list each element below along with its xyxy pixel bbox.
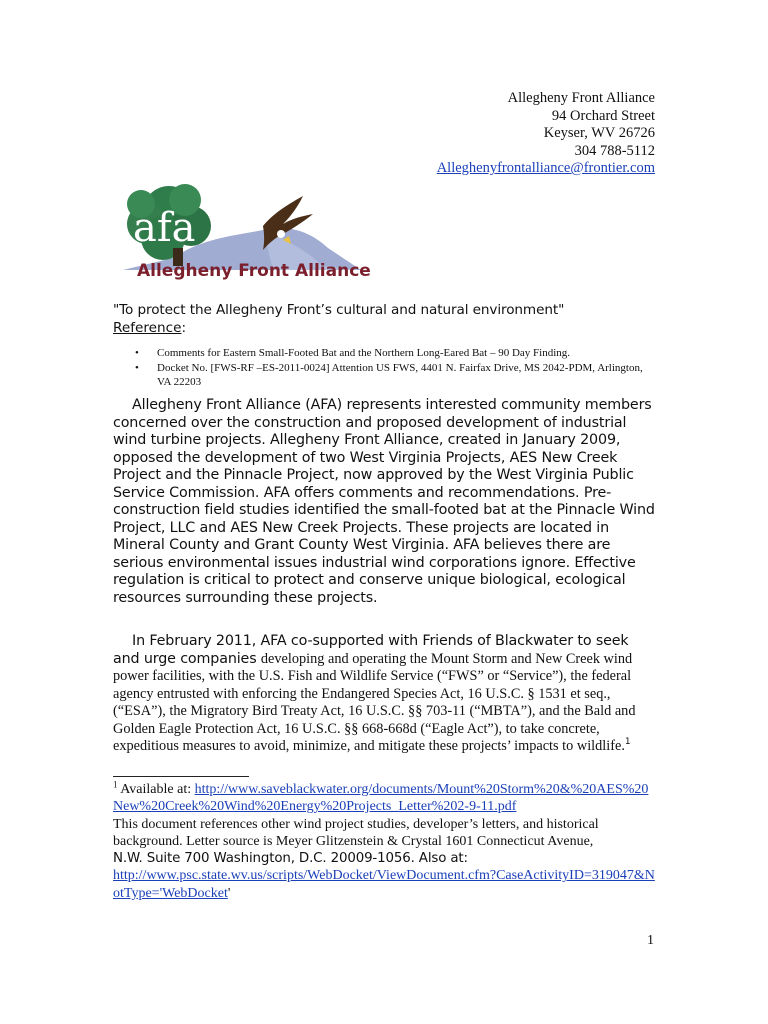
page-number: 1 bbox=[647, 933, 654, 948]
paragraph-2-text-sans: In February 2011, AFA co-supported with Friends of Blackwater to seek and urge companies bbox=[113, 633, 629, 667]
body-paragraph-2 bbox=[113, 633, 658, 756]
footnote-reference[interactable]: 1 bbox=[624, 737, 631, 748]
reference-heading bbox=[113, 320, 186, 336]
footnote-link-saveblackwater[interactable]: http://www.saveblackwater.org/documents/Mount%20Storm%20&%20AES%20New%20Creek%20Wind%20Energy%20Projects_Letter%202-9-11.pdf bbox=[113, 782, 649, 815]
afa-logo bbox=[113, 178, 371, 290]
letterhead bbox=[437, 90, 655, 178]
paragraph-2-text-serif: developing and operating the Mount Storm and New Creek wind power facilities, with the U.S. Fish and Wildlife Service (“FWS” or “Service”), the federal agency entrusted with enforcing the Endangered Species Act, 16 U.S.C. § 1531 et seq., (“ESA”), the Migratory Bird Treaty Act, 16 U.S.C. §§ 703-11 (“MBTA”), and the Bald and Golden Eagle Protection Act, 16 U.S.C. §§ 668-668d (“Eagle Act”), to take concrete, expeditious measures to avoid, minimize, and mitigate these projects’ impacts to wildlife. bbox=[113, 650, 636, 754]
reference-item-text: Comments for Eastern Small-Footed Bat and the Northern Long-Eared Bat – 90 Day Finding. bbox=[157, 347, 571, 359]
body-paragraph-1 bbox=[113, 397, 658, 607]
letterhead-street: 94 Orchard Street bbox=[551, 107, 655, 124]
footnote-link-psc[interactable]: http://www.psc.state.wv.us/scripts/WebDocket/ViewDocument.cfm?CaseActivityID=319047&NotType='WebDocket bbox=[113, 868, 655, 901]
footnote-text: This document references other wind project studies, developer’s letters, and historical background. Letter source is Meyer Glitzenstein & Crystal 1601 Connecticut Avenue, bbox=[113, 816, 599, 849]
letterhead-city: Keyser, WV 26726 bbox=[543, 125, 655, 141]
bullet-icon: • bbox=[135, 347, 139, 359]
footnote-marker: 1 bbox=[113, 779, 118, 790]
reference-item bbox=[113, 361, 658, 389]
reference-item-text: Docket No. [FWS-RF –ES-2011-0024] Attention US FWS, 4401 N. Fairfax Drive, MS 2042-PDM, Arlington, VA 22203 bbox=[157, 362, 643, 388]
footnote bbox=[113, 781, 658, 902]
letterhead-org-name: Allegheny Front Alliance bbox=[507, 90, 655, 106]
logo-acronym: afa bbox=[133, 205, 196, 251]
footnote-trailing-quote: ' bbox=[227, 885, 231, 901]
motto: "To protect the Allegheny Front’s cultural and natural environment" bbox=[113, 302, 565, 318]
footnote-address: N.W. Suite 700 Washington, D.C. 20009-1056. Also at: bbox=[113, 851, 468, 867]
footnote-separator bbox=[113, 776, 249, 777]
reference-item bbox=[113, 346, 658, 360]
reference-heading-label: Reference bbox=[113, 320, 182, 336]
footnote-available-at: Available at: bbox=[117, 782, 195, 797]
letterhead-phone: 304 788-5112 bbox=[574, 142, 655, 159]
paragraph-1-text: Allegheny Front Alliance (AFA) represents interested community members concerned over the construction and proposed development of industrial wind turbine projects. Allegheny Front Alliance, created in January 2009, opposed the development of two West Virginia Projects, AES New Creek Project and the Pinnacle Project, now approved by the West Virginia Public Service Commission. AFA offers comments and recommendations. Pre-construction field studies identified the small-footed bat at the Pinnacle Wind Project, LLC and AES New Creek Projects. These projects are located in Mineral County and Grant County West Virginia. AFA believes there are serious environmental issues industrial wind corporations ignore. Effective regulation is critical to protect and conserve unique biological, ecological resources surrounding these projects. bbox=[113, 397, 655, 606]
reference-list bbox=[113, 346, 658, 390]
afa-logo-graphic bbox=[113, 178, 371, 290]
letterhead-email-link[interactable]: Alleghenyfrontalliance@frontier.com bbox=[436, 160, 655, 176]
logo-name: Allegheny Front Alliance bbox=[137, 261, 371, 281]
bullet-icon: • bbox=[135, 362, 139, 374]
reference-heading-colon: : bbox=[181, 320, 187, 336]
